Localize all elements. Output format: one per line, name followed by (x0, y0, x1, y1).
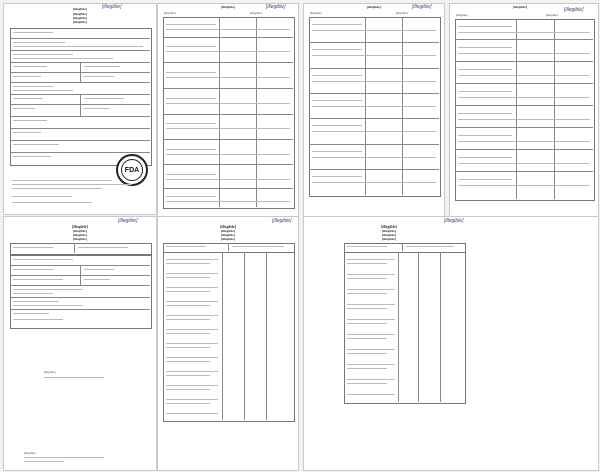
form-body (10, 28, 152, 166)
cert-body-box (10, 255, 152, 329)
fda-seal-icon: FDA (116, 154, 148, 186)
doc-header-left: [illegible] (164, 11, 176, 15)
quarantine-certificate-page (3, 216, 157, 471)
handwritten-stamp: [illegible] (118, 218, 138, 224)
cert-title-en-2: [illegible] (73, 233, 87, 237)
handwritten-stamp: [illegible] (272, 218, 292, 224)
doc-header-right: [illegible] (546, 13, 558, 17)
product-list-page-3 (449, 3, 599, 217)
cert-title-en: [illegible] (221, 229, 235, 233)
fda-notification-page (3, 3, 157, 215)
cert-title-en-2: [illegible] (382, 233, 396, 237)
cert-title-en: [illegible] (382, 229, 396, 233)
doc-title-en-2: [illegible] (73, 16, 87, 20)
product-list-page-2 (303, 3, 445, 217)
handwritten-stamp: [illegible] (102, 4, 122, 10)
quarantine-detail-page-1 (157, 216, 299, 471)
handwritten-stamp: [illegible] (444, 218, 464, 224)
cert-title-en-3: [illegible] (221, 237, 235, 241)
cert-header-box (10, 243, 152, 255)
product-table (309, 17, 441, 197)
cert-footer-en: [illegible] (24, 451, 36, 455)
cert-title-en-2: [illegible] (221, 233, 235, 237)
cert-title-cn: [illegible] (220, 224, 236, 229)
doc-title-en-3: [illegible] (73, 20, 87, 24)
doc-title-cn: [illegible] (73, 7, 87, 11)
doc-header-left: [illegible] (456, 13, 468, 17)
handwritten-stamp: [illegible] (266, 4, 286, 10)
quarantine-detail-page-2 (303, 216, 599, 471)
cert-title-cn: [illegible] (72, 224, 88, 229)
doc-header-left: [illegible] (310, 11, 322, 15)
product-list-page-1 (157, 3, 299, 217)
cert-title-cn: [illegible] (381, 224, 397, 229)
cert-footer-cn: [illegible] (44, 370, 56, 374)
doc-title-cn: [illegible] (221, 5, 235, 9)
doc-title-en: [illegible] (73, 12, 87, 16)
doc-header-right: [illegible] (250, 11, 262, 15)
doc-title-cn: [illegible] (367, 5, 381, 9)
doc-title-cn: [illegible] (513, 5, 527, 9)
handwritten-stamp: [illegible] (412, 4, 432, 10)
handwritten-stamp: [illegible] (564, 7, 584, 13)
cert-title-en-3: [illegible] (382, 237, 396, 241)
cert-title-en-3: [illegible] (73, 237, 87, 241)
doc-header-right: [illegible] (396, 11, 408, 15)
cert-title-en: [illegible] (73, 229, 87, 233)
